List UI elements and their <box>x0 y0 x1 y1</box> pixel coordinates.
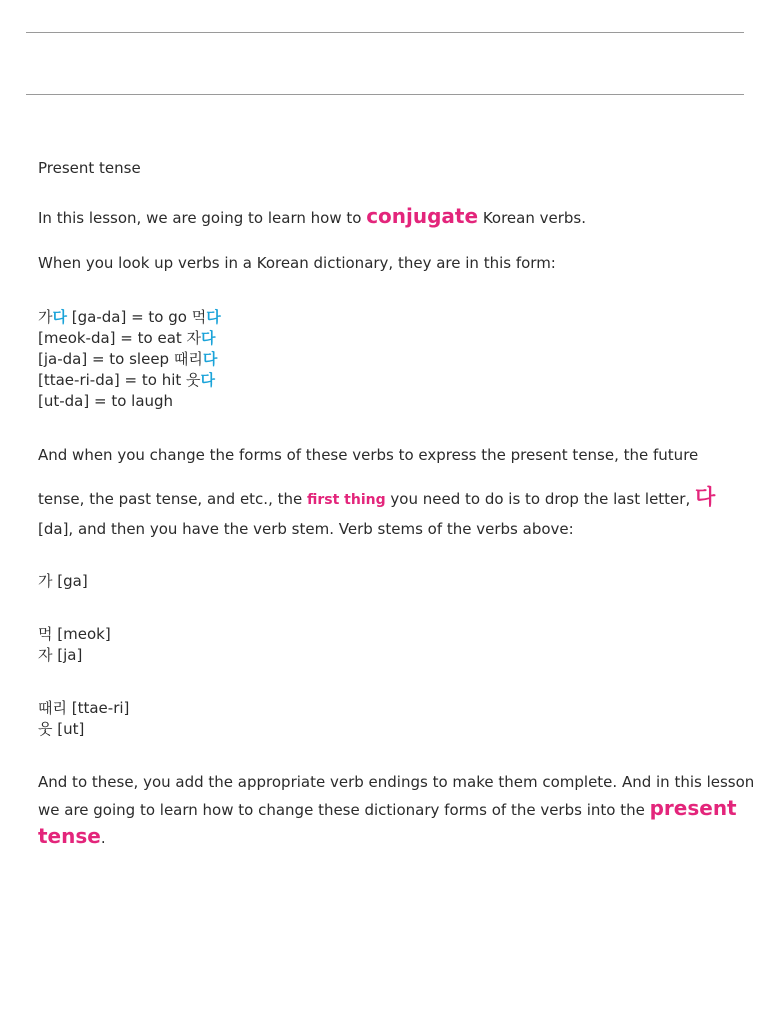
change-paragraph-line-2 <box>38 487 715 511</box>
da-syllable: 다 <box>202 350 218 368</box>
verb-line-text: [ja-da] = to sleep 때리 <box>38 350 203 368</box>
first-thing-highlight: first thing <box>307 492 386 508</box>
conjugate-highlight: conjugate <box>366 204 479 228</box>
verb-line-text: [ga-da] = to go 먹 <box>67 308 207 326</box>
paragraph-text: . <box>100 829 106 847</box>
da-syllable: 다 <box>200 371 216 389</box>
closing-line-1: And to these, you add the appropriate verb endings to make them complete. And in this lesson <box>38 773 755 791</box>
closing-line-3 <box>38 826 106 849</box>
closing-line-2 <box>38 798 737 821</box>
paragraph-text: tense, the past tense, and etc., the <box>38 490 307 508</box>
verb-line-5 <box>38 391 173 412</box>
intro-text-after: Korean verbs. <box>478 209 587 227</box>
da-letter-highlight: 다 <box>695 485 716 509</box>
header-divider <box>26 94 744 95</box>
da-syllable: 다 <box>52 308 67 326</box>
da-syllable: 다 <box>206 308 221 326</box>
verb-line-text: 가 <box>38 308 53 326</box>
da-syllable: 다 <box>201 329 216 347</box>
verb-line-4 <box>38 370 215 391</box>
stem-ttae-ri: 때리 [ttae-ri] <box>38 699 130 717</box>
present-highlight: present <box>649 796 737 820</box>
dictionary-form-intro: When you look up verbs in a Korean dictionary, they are in this form: <box>38 254 556 272</box>
verb-line-text: [meok-da] = to eat 자 <box>38 329 202 347</box>
verb-line-text: [ut-da] = to laugh <box>38 392 174 410</box>
verb-line-1 <box>38 307 221 328</box>
verb-line-text: [ttae-ri-da] = to hit 웃 <box>38 371 201 389</box>
change-paragraph-line-3: [da], and then you have the verb stem. Verb stems of the verbs above: <box>38 520 574 538</box>
intro-paragraph <box>38 206 586 229</box>
paragraph-text: we are going to learn how to change these dictionary forms of the verbs into the <box>38 801 650 819</box>
verb-line-2 <box>38 328 216 349</box>
stem-ga: 가 [ga] <box>38 572 88 590</box>
stem-meok: 먹 [meok] <box>38 625 111 643</box>
paragraph-text: you need to do is to drop the last letter, <box>385 490 695 508</box>
verb-line-3 <box>38 349 217 370</box>
stem-ja: 자 [ja] <box>38 646 83 664</box>
change-paragraph-line-1: And when you change the forms of these verbs to express the present tense, the future <box>38 446 699 464</box>
top-divider <box>26 32 744 33</box>
intro-text-before: In this lesson, we are going to learn how to <box>38 209 367 227</box>
page-title: Present tense <box>38 159 141 177</box>
stem-ut: 웃 [ut] <box>38 720 85 738</box>
tense-highlight: tense <box>38 824 101 848</box>
